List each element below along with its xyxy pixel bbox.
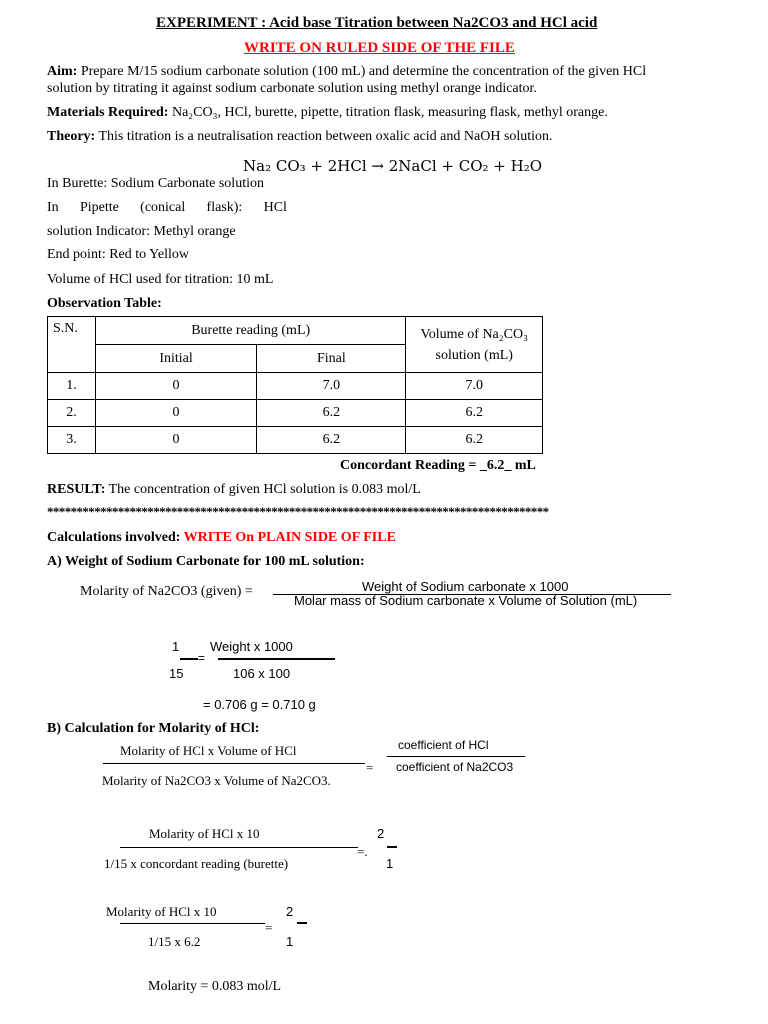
fraction4-numerator: Molarity of HCl x 10 — [149, 826, 260, 841]
separator-line: ************************************************************************************* — [47, 504, 549, 519]
fraction5-denominator: 1/15 x 6.2 — [148, 934, 201, 949]
concordant-reading: Concordant Reading = _6.2_ mL — [340, 458, 536, 473]
cell-sn: 1. — [48, 373, 96, 400]
theory-text: This titration is a neutralisation reaction between oxalic acid and NaOH solution. — [98, 129, 553, 144]
fraction3-numerator: Molarity of HCl x Volume of HCl — [120, 743, 297, 758]
calculations-label: Calculations involved: — [47, 530, 181, 545]
aim-text-line2: solution by titrating it against sodium carbonate solution using methyl orange indicator. — [47, 81, 537, 96]
cell-sn: 2. — [48, 400, 96, 427]
pipette-word-3: (conical — [140, 200, 186, 215]
fraction4-bar — [120, 847, 358, 848]
fraction2-left-numerator: 1 — [172, 639, 180, 654]
pipette-word-5: HCl — [263, 200, 287, 215]
fraction3-denominator: Molarity of Na2CO3 x Volume of Na2CO3. — [102, 773, 331, 788]
cell-initial: 0 — [95, 400, 256, 427]
section-b-heading: B) Calculation for Molarity of HCl: — [47, 721, 260, 736]
fraction2-numerator: Weight x 1000 — [210, 639, 293, 654]
cell-volume: 6.2 — [406, 427, 543, 454]
plain-side-instruction: WRITE On PLAIN SIDE OF FILE — [183, 530, 396, 545]
cell-volume: 6.2 — [406, 400, 543, 427]
table-header-row — [48, 317, 543, 345]
table-row — [48, 427, 543, 454]
cell-initial: 0 — [95, 373, 256, 400]
result-label: RESULT: — [47, 482, 106, 497]
fraction3-right-denominator: coefficient of Na2CO3 — [396, 760, 514, 774]
fraction5-bar — [120, 923, 265, 924]
burette-line: In Burette: Sodium Carbonate solution — [47, 176, 264, 191]
cell-final: 7.0 — [257, 373, 406, 400]
result-text: The concentration of given HCl solution is 0.083 mol/L — [108, 482, 421, 497]
table-row — [48, 400, 543, 427]
fraction2-bar — [218, 658, 335, 660]
cell-final: 6.2 — [257, 400, 406, 427]
fraction4-right-numerator: 2 — [377, 826, 385, 841]
fraction5-right-bar — [297, 922, 307, 924]
aim-label: Aim: — [47, 64, 78, 79]
fraction2-denominator: 106 x 100 — [233, 666, 291, 681]
header-volume — [406, 317, 543, 373]
weight-result: = 0.706 g = 0.710 g — [203, 697, 316, 712]
endpoint-line: End point: Red to Yellow — [47, 247, 189, 262]
fraction2-equals: = — [198, 651, 206, 665]
page-title: EXPERIMENT : Acid base Titration between Na2CO3 and HCl acid — [156, 15, 598, 31]
observation-table — [47, 316, 543, 454]
fraction4-right-bar — [387, 846, 397, 848]
header-final: Final — [257, 345, 406, 373]
molarity-given-label: Molarity of Na2CO3 (given) = — [80, 584, 253, 599]
cell-initial: 0 — [95, 427, 256, 454]
materials-paragraph — [47, 105, 608, 121]
pipette-word-1: In — [47, 200, 59, 215]
header-initial: Initial — [95, 345, 256, 373]
fraction2-left-denominator: 15 — [169, 666, 184, 681]
volume-line: Volume of HCl used for titration: 10 mL — [47, 272, 274, 287]
section-a-heading: A) Weight of Sodium Carbonate for 100 mL solution: — [47, 554, 365, 569]
result-paragraph — [47, 482, 421, 498]
header-sn: S.N. — [48, 317, 96, 373]
fraction5-equals: = — [265, 920, 273, 935]
fraction5-numerator: Molarity of HCl x 10 — [106, 904, 217, 919]
theory-label: Theory: — [47, 129, 96, 144]
materials-label: Materials Required: — [47, 105, 169, 120]
fraction3-right-bar — [387, 756, 525, 757]
fraction3-bar — [103, 763, 365, 764]
materials-text: Na₂CO₃, HCl, burette, pipette, titration flask, measuring flask, methyl orange. — [171, 105, 608, 120]
fraction2-left-bar — [180, 658, 198, 660]
fraction4-equals: =. — [357, 844, 368, 859]
cell-volume: 7.0 — [406, 373, 543, 400]
indicator-line: solution Indicator: Methyl orange — [47, 224, 236, 239]
fraction4-denominator: 1/15 x concordant reading (burette) — [104, 856, 289, 871]
pipette-word-2: Pipette — [79, 200, 119, 215]
aim-paragraph — [47, 64, 646, 80]
theory-paragraph — [47, 129, 553, 145]
table-row — [48, 373, 543, 400]
cell-sn: 3. — [48, 427, 96, 454]
header-volume-line1: Volume of Na₂CO₃ — [420, 326, 528, 342]
reaction-equation: Na₂ CO₃ + 2HCl → 2NaCl + CO₂ + H₂O — [243, 157, 543, 175]
fraction5-right-denominator: 1 — [286, 934, 294, 949]
final-molarity-result: Molarity = 0.083 mol/L — [148, 979, 282, 994]
fraction5-right-numerator: 2 — [286, 904, 294, 919]
fraction1-numerator: Weight of Sodium carbonate x 1000 — [362, 579, 569, 594]
calculations-heading — [47, 530, 396, 546]
pipette-line — [47, 200, 287, 216]
aim-text-line1: Prepare M/15 sodium carbonate solution (100 mL) and determine the concentration of the given HCl — [80, 64, 647, 79]
header-volume-line2: solution (mL) — [435, 347, 513, 363]
ruled-side-instruction: WRITE ON RULED SIDE OF THE FILE — [244, 40, 515, 56]
fraction1-denominator: Molar mass of Sodium carbonate x Volume of Solution (mL) — [294, 593, 638, 608]
fraction4-right-denominator: 1 — [386, 856, 394, 871]
observation-table-title: Observation Table: — [47, 296, 162, 311]
fraction3-equals: = — [366, 760, 374, 775]
header-burette-reading: Burette reading (mL) — [95, 317, 406, 345]
fraction3-right-numerator: coefficient of HCl — [398, 738, 489, 752]
pipette-word-4: flask): — [206, 200, 243, 215]
cell-final: 6.2 — [257, 427, 406, 454]
